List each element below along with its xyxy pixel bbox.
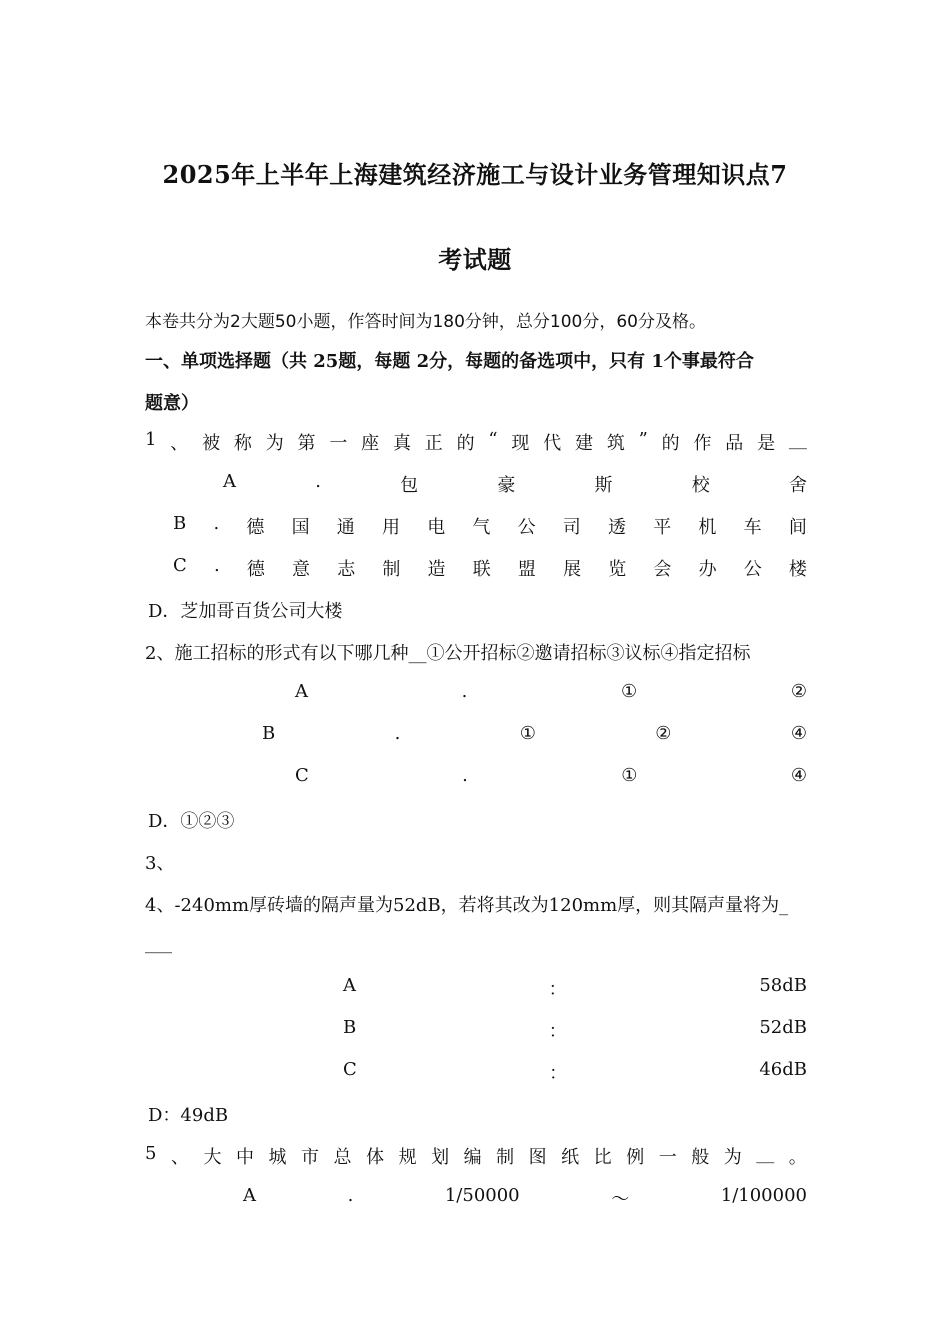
question-5-stem-token: 一 — [658, 1147, 677, 1168]
question-1-stem-token: 是 — [757, 433, 776, 454]
question-1-stem-token: 第 — [297, 433, 316, 454]
question-1-option-a-token: . — [315, 471, 321, 492]
question-2-option-b-token: . — [394, 723, 401, 744]
question-1-option-b-token: 用 — [381, 517, 400, 538]
question-2-option-c-token: ④ — [790, 765, 807, 786]
question-5-option-a-token: 1/100000 — [720, 1185, 807, 1206]
question-1-stem-token: 1 — [145, 429, 157, 450]
question-1-stem-token: 现 — [511, 433, 530, 454]
question-5-stem-token: 例 — [626, 1147, 645, 1168]
question-2-option-c — [295, 765, 807, 786]
question-1-option-c-token: 志 — [337, 559, 356, 580]
question-4-option-a-token: 58dB — [759, 975, 807, 996]
question-4-option-d: D：49dB — [148, 1105, 229, 1126]
question-5-stem-token: 般 — [691, 1147, 710, 1168]
question-1-option-a-token: 舍 — [788, 475, 807, 496]
question-5-stem-token: __ — [756, 1143, 775, 1164]
question-1-stem-token: ” — [638, 429, 648, 450]
question-5-option-a-token: 1/50000 — [444, 1185, 520, 1206]
question-2-option-c-token: C — [295, 765, 309, 786]
question-1-stem-token: __ — [788, 429, 807, 450]
question-5-stem-token: 体 — [366, 1147, 385, 1168]
document-title-line1: 2025年上半年上海建筑经济施工与设计业务管理知识点7 — [162, 160, 788, 189]
question-1-option-a-token: 斯 — [594, 475, 613, 496]
question-1-option-c-token: 意 — [292, 559, 311, 580]
question-3-stem: 3、 — [145, 853, 175, 874]
question-1-option-b-token: 德 — [246, 517, 265, 538]
question-5-stem-token: 市 — [301, 1147, 320, 1168]
question-5-stem-token: 总 — [333, 1147, 352, 1168]
question-4-option-c-token: ： — [549, 1063, 568, 1084]
question-1-stem-token: 代 — [543, 433, 562, 454]
question-1-option-b-token: 通 — [336, 517, 355, 538]
question-1-option-c-token: 盟 — [517, 559, 536, 580]
question-2-option-c-token: . — [462, 765, 468, 786]
question-1-option-c-token: C — [173, 555, 187, 576]
question-1-stem — [145, 429, 807, 455]
question-5-stem-token: 、 — [170, 1147, 189, 1168]
question-1-stem-token: 的 — [661, 433, 680, 454]
question-1-stem-token: 筑 — [606, 433, 625, 454]
question-1-option-c-token: 会 — [653, 559, 672, 580]
question-2-option-b-token: ④ — [790, 723, 807, 744]
question-1-stem-token: 一 — [329, 433, 348, 454]
question-1-option-b-token: . — [213, 513, 220, 534]
question-1-option-b-token: 平 — [653, 517, 672, 538]
question-5-stem — [145, 1143, 807, 1169]
question-1-stem-token: “ — [488, 429, 498, 450]
question-4-stem-line1: 4、-240mm厚砖墙的隔声量为52dB，若将其改为120mm厚，则其隔声量将为_ — [145, 895, 789, 916]
question-1-option-b-token: B — [173, 513, 187, 534]
question-2-option-a-token: ① — [621, 681, 638, 702]
question-4-option-b-token: B — [343, 1017, 357, 1038]
question-1-option-c — [173, 555, 807, 581]
question-5-stem-token: 。 — [788, 1147, 807, 1168]
question-1-option-b-token: 透 — [608, 517, 626, 538]
question-1-option-b-token: 间 — [788, 517, 807, 538]
question-1-option-d: D．芝加哥百货公司大楼 — [148, 601, 343, 622]
question-5-stem-token: 图 — [528, 1147, 547, 1168]
question-1-option-b-token: 车 — [743, 517, 762, 538]
question-1-option-a-token: 校 — [691, 475, 710, 496]
section-heading-line1: 一、单项选择题（共 25题，每题 2分，每题的备选项中，只有 1个事最符合 — [145, 351, 754, 372]
question-1-option-b-token: 公 — [517, 517, 536, 538]
question-4-option-a-token: A — [343, 975, 356, 996]
question-5-stem-token: 为 — [723, 1147, 742, 1168]
question-1-option-b-token: 国 — [291, 517, 310, 538]
question-1-option-b — [173, 513, 807, 539]
question-4-option-c-token: 46dB — [759, 1059, 807, 1080]
question-4-option-b-token: 52dB — [759, 1017, 807, 1038]
question-5-stem-token: 划 — [431, 1147, 450, 1168]
question-1-option-c-token: 楼 — [788, 559, 807, 580]
question-2-option-d: D．①②③ — [148, 811, 235, 832]
question-1-stem-token: 称 — [233, 433, 252, 454]
question-5-stem-token: 比 — [593, 1147, 612, 1168]
question-1-stem-token: 被 — [202, 433, 221, 454]
question-4-option-b — [343, 1017, 807, 1043]
question-1-option-c-token: 公 — [743, 559, 762, 580]
question-1-option-a-token: 豪 — [497, 475, 516, 496]
question-4-option-a-token: ： — [548, 979, 567, 1000]
question-1-option-c-token: 制 — [382, 559, 401, 580]
question-2-option-b — [262, 723, 807, 744]
question-1-stem-token: 的 — [456, 433, 475, 454]
question-1-option-b-token: 气 — [472, 517, 491, 538]
question-4-stem-line2: ___ — [145, 933, 172, 954]
question-1-option-c-token: 办 — [698, 559, 717, 580]
question-1-option-b-token: 电 — [427, 517, 446, 538]
question-5-option-a-token: A — [243, 1185, 256, 1206]
question-2-stem: 2、施工招标的形式有以下哪几种__①公开招标②邀请招标③议标④指定招标 — [145, 643, 751, 664]
question-1-option-c-token: . — [213, 555, 220, 576]
question-2-option-a-token: ② — [790, 681, 807, 702]
question-1-option-a — [223, 471, 807, 497]
question-1-option-c-token: 德 — [246, 559, 265, 580]
question-5-stem-token: 中 — [236, 1147, 254, 1168]
question-2-option-b-token: ② — [655, 723, 672, 744]
question-1-stem-token: 作 — [693, 433, 712, 454]
question-1-option-c-token: 览 — [608, 559, 627, 580]
question-5-option-a-token: . — [347, 1185, 354, 1206]
question-4-option-c-token: C — [343, 1059, 357, 1080]
question-2-option-b-token: ① — [519, 723, 536, 744]
question-2-option-a — [295, 681, 807, 702]
question-1-stem-token: 座 — [361, 433, 380, 454]
question-5-stem-token: 制 — [496, 1147, 515, 1168]
question-4-option-b-token: ： — [548, 1021, 567, 1042]
question-2-option-b-token: B — [262, 723, 276, 744]
question-1-option-c-token: 展 — [563, 559, 582, 580]
question-5-stem-token: 大 — [203, 1147, 222, 1168]
question-1-stem-token: 建 — [575, 433, 594, 454]
question-4-option-a — [343, 975, 807, 1001]
question-1-option-c-token: 造 — [427, 559, 446, 580]
question-2-option-a-token: . — [461, 681, 468, 702]
question-1-stem-token: 正 — [424, 433, 443, 454]
question-1-option-b-token: 机 — [698, 517, 717, 538]
question-1-stem-token: 为 — [265, 433, 284, 454]
question-5-stem-token: 城 — [268, 1147, 287, 1168]
question-5-stem-token: 编 — [463, 1147, 482, 1168]
question-2-option-c-token: ① — [621, 765, 638, 786]
question-5-stem-token: 5 — [145, 1143, 157, 1164]
document-title-line2: 考试题 — [438, 245, 512, 274]
question-5-option-a — [243, 1185, 807, 1211]
section-heading-line2: 题意） — [145, 393, 199, 414]
question-1-stem-token: 、 — [170, 433, 189, 454]
question-5-option-a-token: ～ — [611, 1189, 630, 1210]
question-1-option-c-token: 联 — [472, 559, 491, 580]
question-5-stem-token: 规 — [398, 1147, 417, 1168]
question-1-option-a-token: 包 — [400, 475, 419, 496]
question-4-option-c — [343, 1059, 807, 1085]
question-5-stem-token: 纸 — [561, 1147, 580, 1168]
question-1-option-a-token: A — [223, 471, 236, 492]
question-2-option-a-token: A — [295, 681, 308, 702]
question-1-stem-token: 品 — [725, 433, 744, 454]
question-1-stem-token: 真 — [392, 433, 411, 454]
question-1-option-b-token: 司 — [562, 517, 581, 538]
exam-intro: 本卷共分为2大题50小题，作答时间为180分钟，总分100分，60分及格。 — [145, 312, 706, 332]
